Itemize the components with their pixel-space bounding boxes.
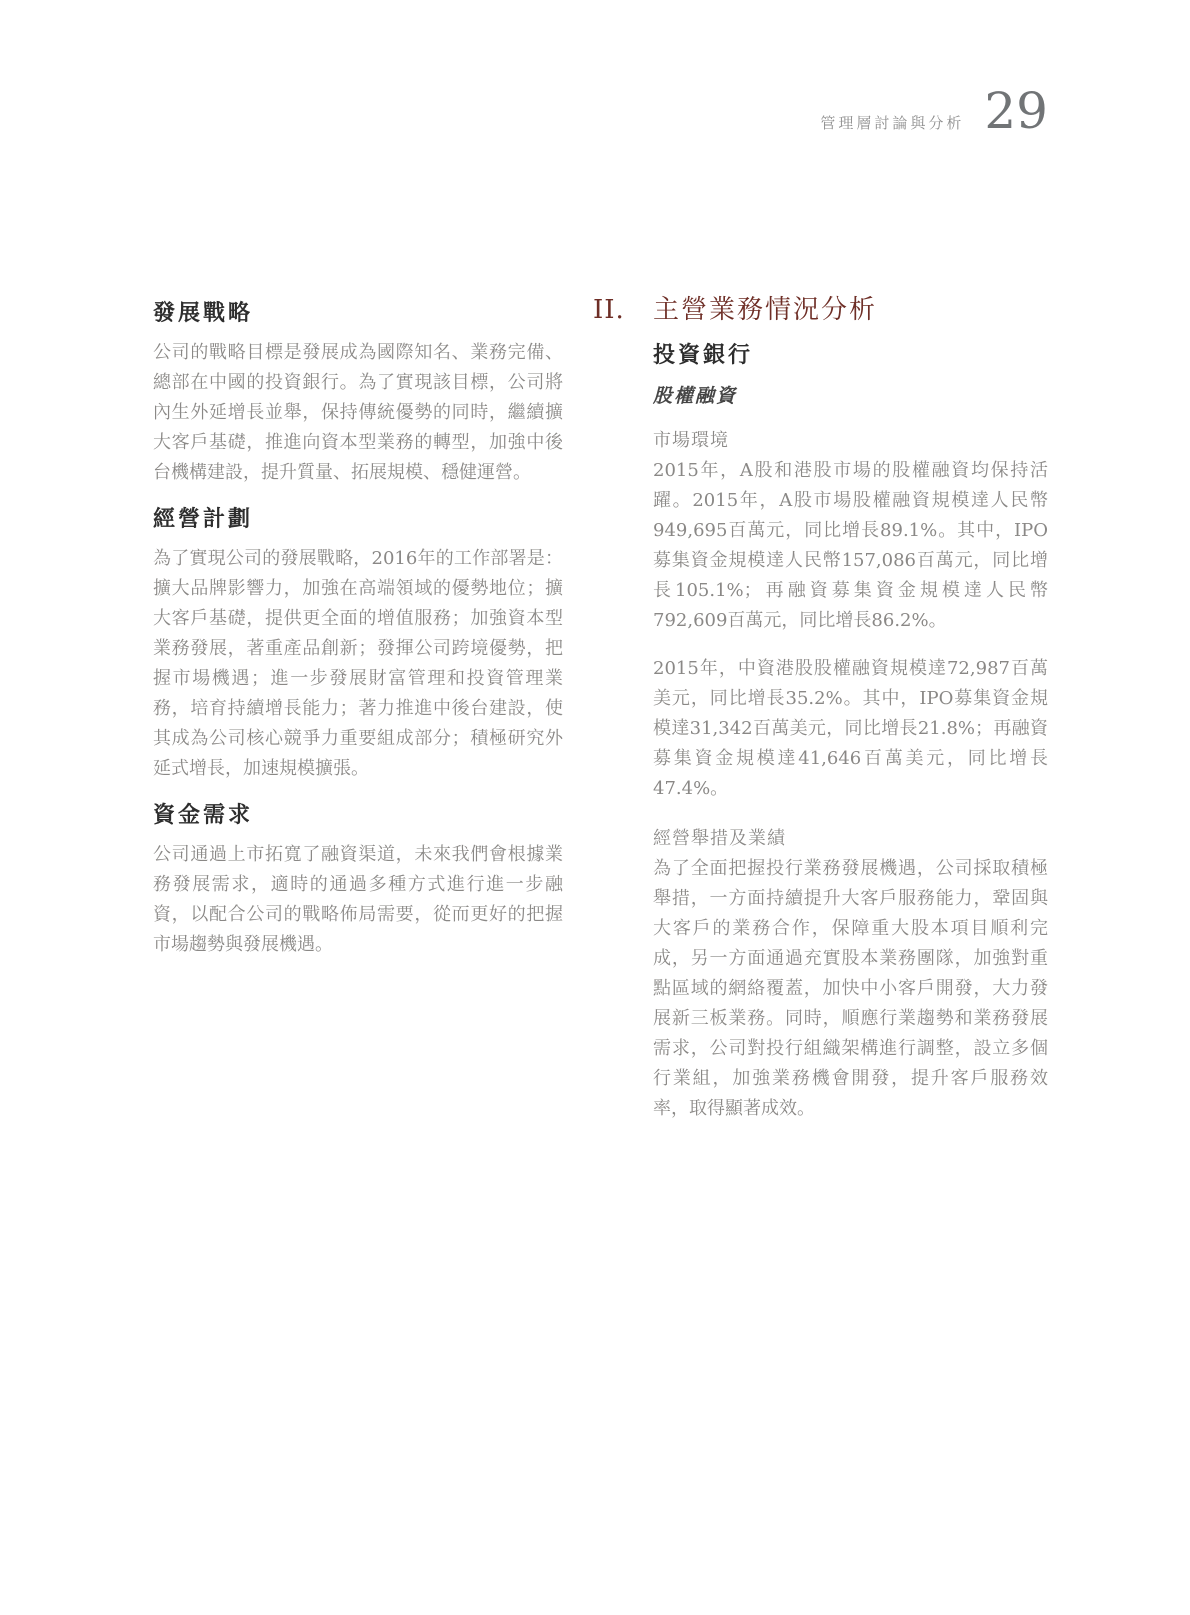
subsection-heading-investment-banking: 投資銀行	[653, 342, 754, 368]
main-section-heading	[593, 294, 1049, 326]
block-label-operating-measures: 經營舉措及業績	[653, 828, 786, 849]
section-body-capital-needs: 公司通過上市拓寬了融資渠道，未來我們會根據業務發展需求，適時的通過多種方式進行進一步融資，以配合公司的戰略佈局需要，從而更好的把握市場趨勢與發展機遇。	[153, 844, 563, 955]
section-heading-development-strategy: 發展戰略	[153, 300, 254, 326]
section-operating-plan	[153, 506, 563, 784]
page-number: 29	[984, 82, 1048, 140]
section-capital-needs	[153, 802, 563, 960]
paragraph-market-environment-1: 2015年，A股和港股市場的股權融資均保持活躍。2015年，A股市場股權融資規模達人民幣949,695百萬元，同比增長89.1%。其中，IPO募集資金規模達人民幣157,086百萬元，同比增長105.1%；再融資募集資金規模達人民幣792,609百萬元，同比增長86.2%。	[653, 460, 1048, 631]
section-body-operating-plan: 為了實現公司的發展戰略，2016年的工作部署是：擴大品牌影響力，加強在高端領域的優勢地位；擴大客戶基礎，提供更全面的增值服務；加強資本型業務發展，著重產品創新；發揮公司跨境優勢，把握市場機遇；進一步發展財富管理和投資管理業務，培育持續增長能力；著力推進中後台建設，使其成為公司核心競爭力重要組成部分；積極研究外延式增長，加速規模擴張。	[153, 548, 563, 779]
section-body-development-strategy: 公司的戰略目標是發展成為國際知名、業務完備、總部在中國的投資銀行。為了實現該目標，公司將內生外延增長並舉，保持傳統優勢的同時，繼續擴大客戶基礎，推進向資本型業務的轉型，加強中後台機構建設，提升質量、拓展規模、穩健運營。	[153, 342, 563, 483]
section-heading-operating-plan: 經營計劃	[153, 506, 254, 532]
main-section-number: II.	[593, 295, 625, 325]
paragraph-market-environment-2: 2015年，中資港股股權融資規模達72,987百萬美元，同比增長35.2%。其中，IPO募集資金規模達31,342百萬美元，同比增長21.8%；再融資募集資金規模達41,646百萬美元，同比增長47.4%。	[653, 658, 1048, 799]
chapter-title: 管理層討論與分析	[820, 114, 965, 132]
paragraph-operating-measures-1: 為了全面把握投行業務發展機遇，公司採取積極舉措，一方面持續提升大客戶服務能力，鞏固與大客戶的業務合作，保障重大股本項目順利完成，另一方面通過充實股本業務團隊，加強對重點區域的網絡覆蓋，加快中小客戶開發，大力發展新三板業務。同時，順應行業趨勢和業務發展需求，公司對投行組織架構進行調整，設立多個行業組，加強業務機會開發，提升客戶服務效率，取得顯著成效。	[653, 858, 1048, 1119]
left-column	[153, 300, 563, 978]
main-section-title: 主營業務情況分析	[653, 295, 878, 325]
subsubsection-heading-equity-financing: 股權融資	[653, 385, 738, 407]
block-label-market-environment: 市場環境	[653, 430, 729, 451]
section-heading-capital-needs: 資金需求	[153, 802, 254, 828]
section-development-strategy	[153, 300, 563, 488]
right-column-content	[653, 342, 1048, 1124]
page-header	[820, 82, 1048, 140]
right-column	[593, 294, 1049, 1124]
